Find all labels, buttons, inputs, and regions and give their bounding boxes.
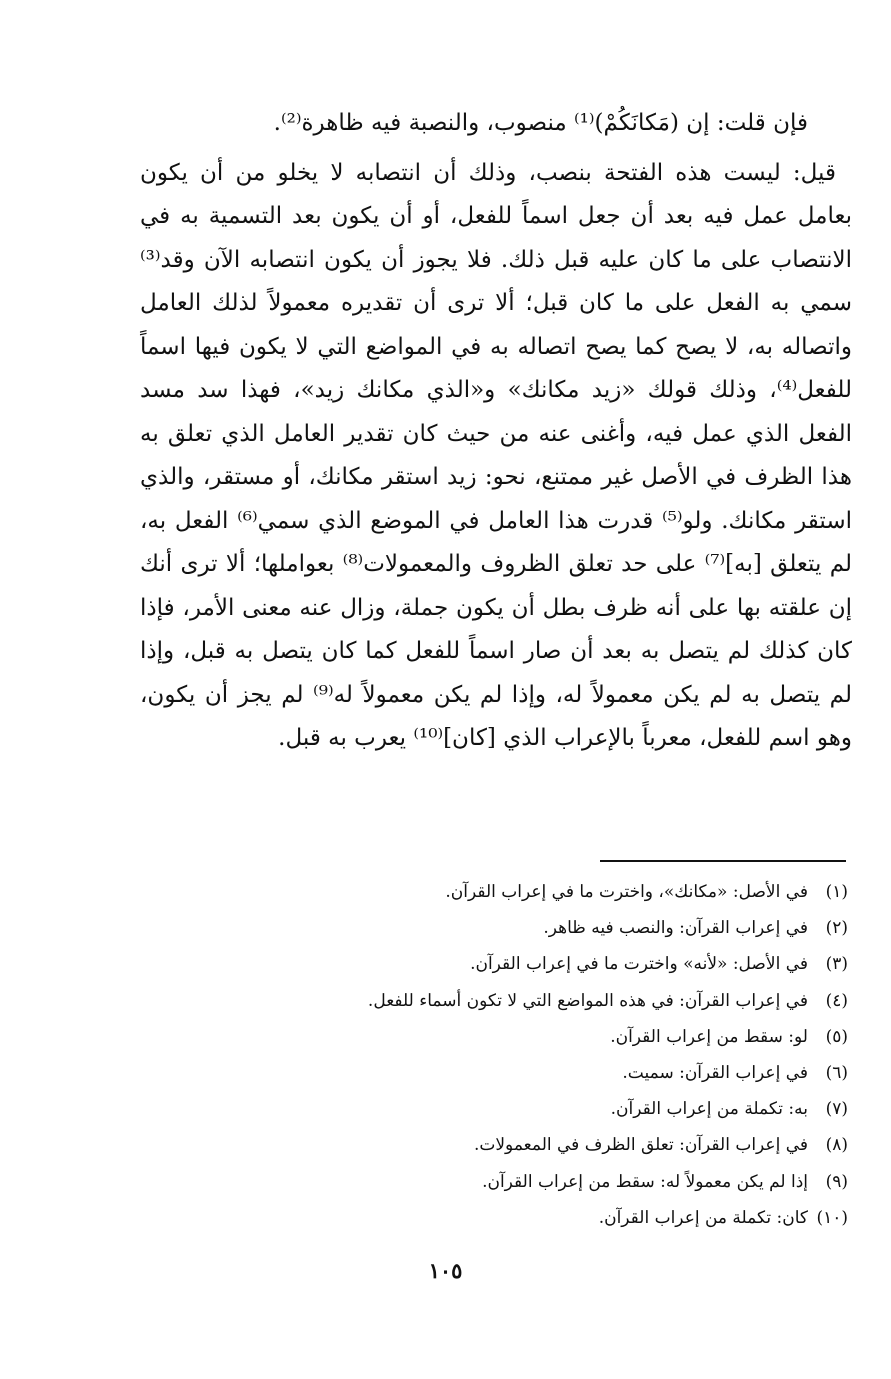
footnote-number: (١٠) bbox=[816, 1207, 848, 1228]
footnote-item bbox=[200, 1019, 848, 1055]
footnote-number: (٦) bbox=[825, 1063, 848, 1084]
footnote-text: إذا لم يكن معمولاً له: سقط من إعراب القرآن. bbox=[482, 1171, 808, 1192]
footnote-number: (٨) bbox=[825, 1135, 848, 1156]
footnote-number: (٧) bbox=[825, 1099, 848, 1120]
footnote-item bbox=[200, 1200, 848, 1236]
footnote-text: في إعراب القرآن: سميت. bbox=[622, 1063, 808, 1084]
footnote-item bbox=[200, 1055, 848, 1091]
footnote-item bbox=[200, 946, 848, 982]
footnote-text: كان: تكملة من إعراب القرآن. bbox=[598, 1207, 808, 1228]
footnote-item bbox=[200, 1164, 848, 1200]
footnote-number: (٢) bbox=[825, 918, 848, 939]
footnote-number: (٩) bbox=[825, 1171, 848, 1192]
main-text bbox=[140, 102, 852, 761]
footnote-text: في إعراب القرآن: تعلق الظرف في المعمولات. bbox=[473, 1135, 808, 1156]
footnote-item bbox=[200, 874, 848, 910]
footnote-number: (٥) bbox=[825, 1026, 848, 1047]
footnote-text: في إعراب القرآن: والنصب فيه ظاهر. bbox=[543, 918, 808, 939]
footnote-item bbox=[200, 983, 848, 1019]
footnotes-list bbox=[200, 874, 848, 1236]
paragraph-answer: قيل: ليست هذه الفتحة بنصب، وذلك أن انتصابه لا يخلو من أن يكون بعامل عمل فيه بعد أن جعل اسماً للفعل، أو أن يكون بعد التسمية به في الانتصاب على ما كان عليه قبل ذلك. فلا يجوز أن يكون انتصابه الآن وقد⁽³⁾ سمي به الفعل على ما كان قبل؛ ألا ترى أن تقديره معمولاً لذلك العامل واتصاله به، لا يصح كما يصح اتصاله به في المواضع التي لا يكون فيها اسماً للفعل⁽⁴⁾، وذلك قولك «زيد مكانك» و«الذي مكانك زيد»، فهذا سد مسد الفعل الذي عمل فيه، وأغنى عنه من حيث كان تقدير العامل الذي تعلق به هذا الظرف في الأصل غير ممتنع، نحو: زيد استقر مكانك، أو مستقر، والذي استقر مكانك. ولو⁽⁵⁾ قدرت هذا العامل في الموضع الذي سمي⁽⁶⁾ الفعل به، لم يتعلق [به]⁽⁷⁾ على حد تعلق الظروف والمعمولات⁽⁸⁾ بعواملها؛ ألا ترى أنك إن علقته بها على أنه ظرف بطل أن يكون جملة، وزال عنه معنى الأمر، فإذا كان كذلك لم يتصل به بعد أن صار اسماً للفعل كما كان يتصل به قبل، وإذا لم يتصل به لم يكن معمولاً له، وإذا لم يكن معمولاً له⁽⁹⁾ لم يجز أن يكون، وهو اسم للفعل، معرباً بالإعراب الذي [كان]⁽¹⁰⁾ يعرب به قبل. bbox=[140, 159, 853, 751]
footnote-number: (٣) bbox=[825, 954, 848, 975]
footnote-text: في إعراب القرآن: في هذه المواضع التي لا تكون أسماء للفعل. bbox=[367, 990, 808, 1011]
footnote-number: (١) bbox=[825, 882, 848, 902]
footnote-text: في الأصل: «لأنه» واخترت ما في إعراب القرآن. bbox=[470, 954, 808, 975]
footnote-separator bbox=[600, 860, 846, 862]
paragraph-question: فإن قلت: إن (مَكانَكُمْ)⁽¹⁾ منصوب، والنصبة فيه ظاهرة⁽²⁾. bbox=[273, 110, 808, 136]
footnote-text: لو: سقط من إعراب القرآن. bbox=[610, 1026, 808, 1047]
footnote-text: به: تكملة من إعراب القرآن. bbox=[610, 1099, 808, 1120]
footnote-item bbox=[200, 1127, 848, 1163]
footnote-item bbox=[200, 1091, 848, 1127]
page-number: ١٠٥ bbox=[428, 1258, 463, 1283]
footnote-item bbox=[200, 910, 848, 946]
footnote-number: (٤) bbox=[825, 990, 848, 1011]
footnote-text: في الأصل: «مكانك»، واخترت ما في إعراب القرآن. bbox=[445, 882, 808, 902]
